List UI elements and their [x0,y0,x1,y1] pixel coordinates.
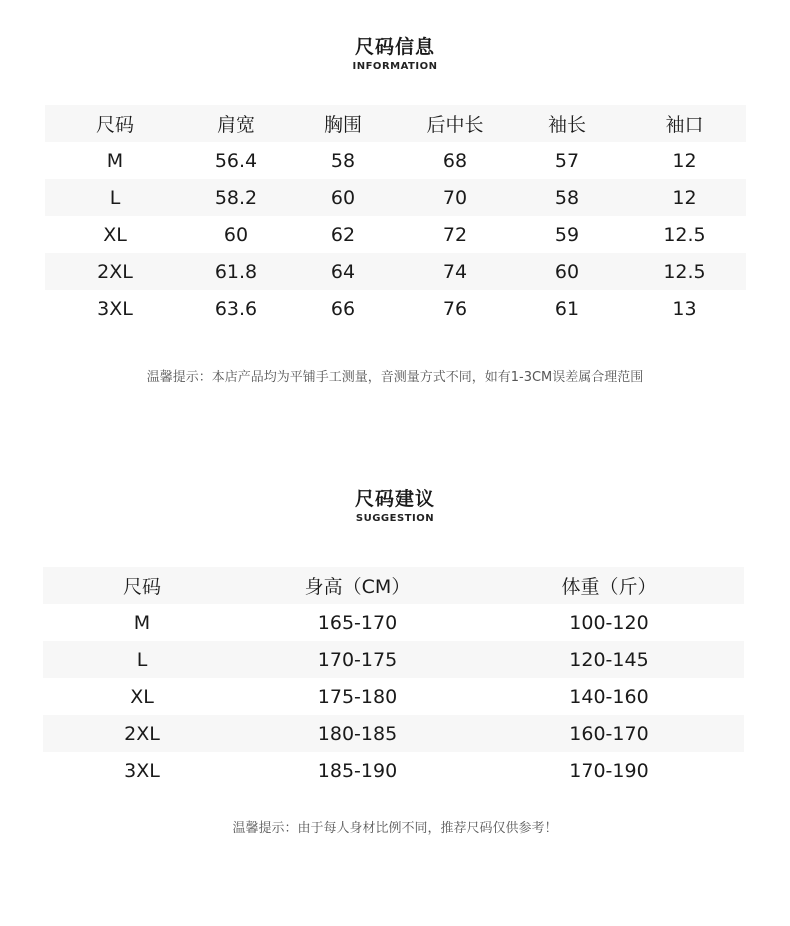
table-cell: 76 [442,297,468,320]
table-row [43,715,744,752]
header-cell: 袖长 [511,105,623,142]
info-title: 尺码信息 [354,36,435,58]
table-cell: 66 [330,297,356,320]
table-cell: 12.5 [623,253,746,290]
table-cell: XL [103,223,127,246]
table-row [45,290,746,327]
table-cell: L [45,179,185,216]
table-cell: 59 [554,223,580,246]
table-cell: 140-160 [569,685,649,708]
table-cell: 60 [287,179,399,216]
header-cell: 胸围 [287,105,399,142]
header-cell: 袖口 [623,105,746,142]
table-cell: 63.6 [214,297,258,320]
table-cell: 120-145 [474,641,744,678]
table-row [45,142,746,179]
table-cell: 165-170 [317,611,398,634]
table-cell: 175-180 [317,685,398,708]
info-subtitle: INFORMATION [352,61,438,72]
info-note: 温馨提示：本店产品均为平铺手工测量，音测量方式不同，如有1-3CM误差属合理范围 [146,370,644,385]
table-cell: 12.5 [663,223,706,246]
header-cell: 体重（斤） [474,567,744,604]
table-row [45,179,746,216]
table-cell: 3XL [124,759,160,782]
table-cell: 70 [399,179,511,216]
header-cell: 身高（CM） [241,567,474,604]
table-cell: 58 [330,149,356,172]
table-cell: M [133,611,151,634]
table-cell: 12 [623,179,746,216]
table-cell: 58 [511,179,623,216]
table-row [43,678,744,715]
table-cell: 12 [672,149,697,172]
table-cell: 180-185 [241,715,474,752]
header-cell: 后中长 [399,105,511,142]
table-cell: 2XL [43,715,241,752]
table-cell: 2XL [45,253,185,290]
table-cell: 64 [287,253,399,290]
table-cell: 61 [554,297,580,320]
header-cell: 肩宽 [185,105,287,142]
table-cell: 56.4 [214,149,258,172]
table-header-row [45,105,746,142]
size-info-table [45,105,746,327]
table-cell: 3XL [97,297,133,320]
suggestion-subtitle: SUGGESTION [355,513,435,524]
table-row [45,216,746,253]
table-row [43,604,744,641]
table-row [43,752,744,789]
table-cell: 13 [672,297,697,320]
table-cell: 185-190 [317,759,398,782]
header-cell: 尺码 [43,567,241,604]
size-suggestion-table [43,567,744,789]
table-cell: 160-170 [474,715,744,752]
table-cell: 170-175 [241,641,474,678]
header-cell: 尺码 [45,105,185,142]
table-cell: 100-120 [569,611,649,634]
table-cell: 61.8 [185,253,287,290]
table-cell: M [106,149,124,172]
suggestion-note: 温馨提示：由于每人身材比例不同，推荐尺码仅供参考！ [232,821,558,836]
table-cell: 60 [223,223,249,246]
table-row [45,253,746,290]
table-row [43,641,744,678]
table-header-row [43,567,744,604]
table-cell: 60 [511,253,623,290]
table-cell: 58.2 [185,179,287,216]
table-cell: 62 [330,223,356,246]
table-cell: 68 [442,149,468,172]
table-cell: 57 [554,149,580,172]
table-cell: 72 [442,223,468,246]
table-cell: XL [130,685,154,708]
table-cell: 74 [399,253,511,290]
table-cell: 170-190 [569,759,649,782]
table-cell: L [43,641,241,678]
suggestion-title: 尺码建议 [354,488,435,510]
